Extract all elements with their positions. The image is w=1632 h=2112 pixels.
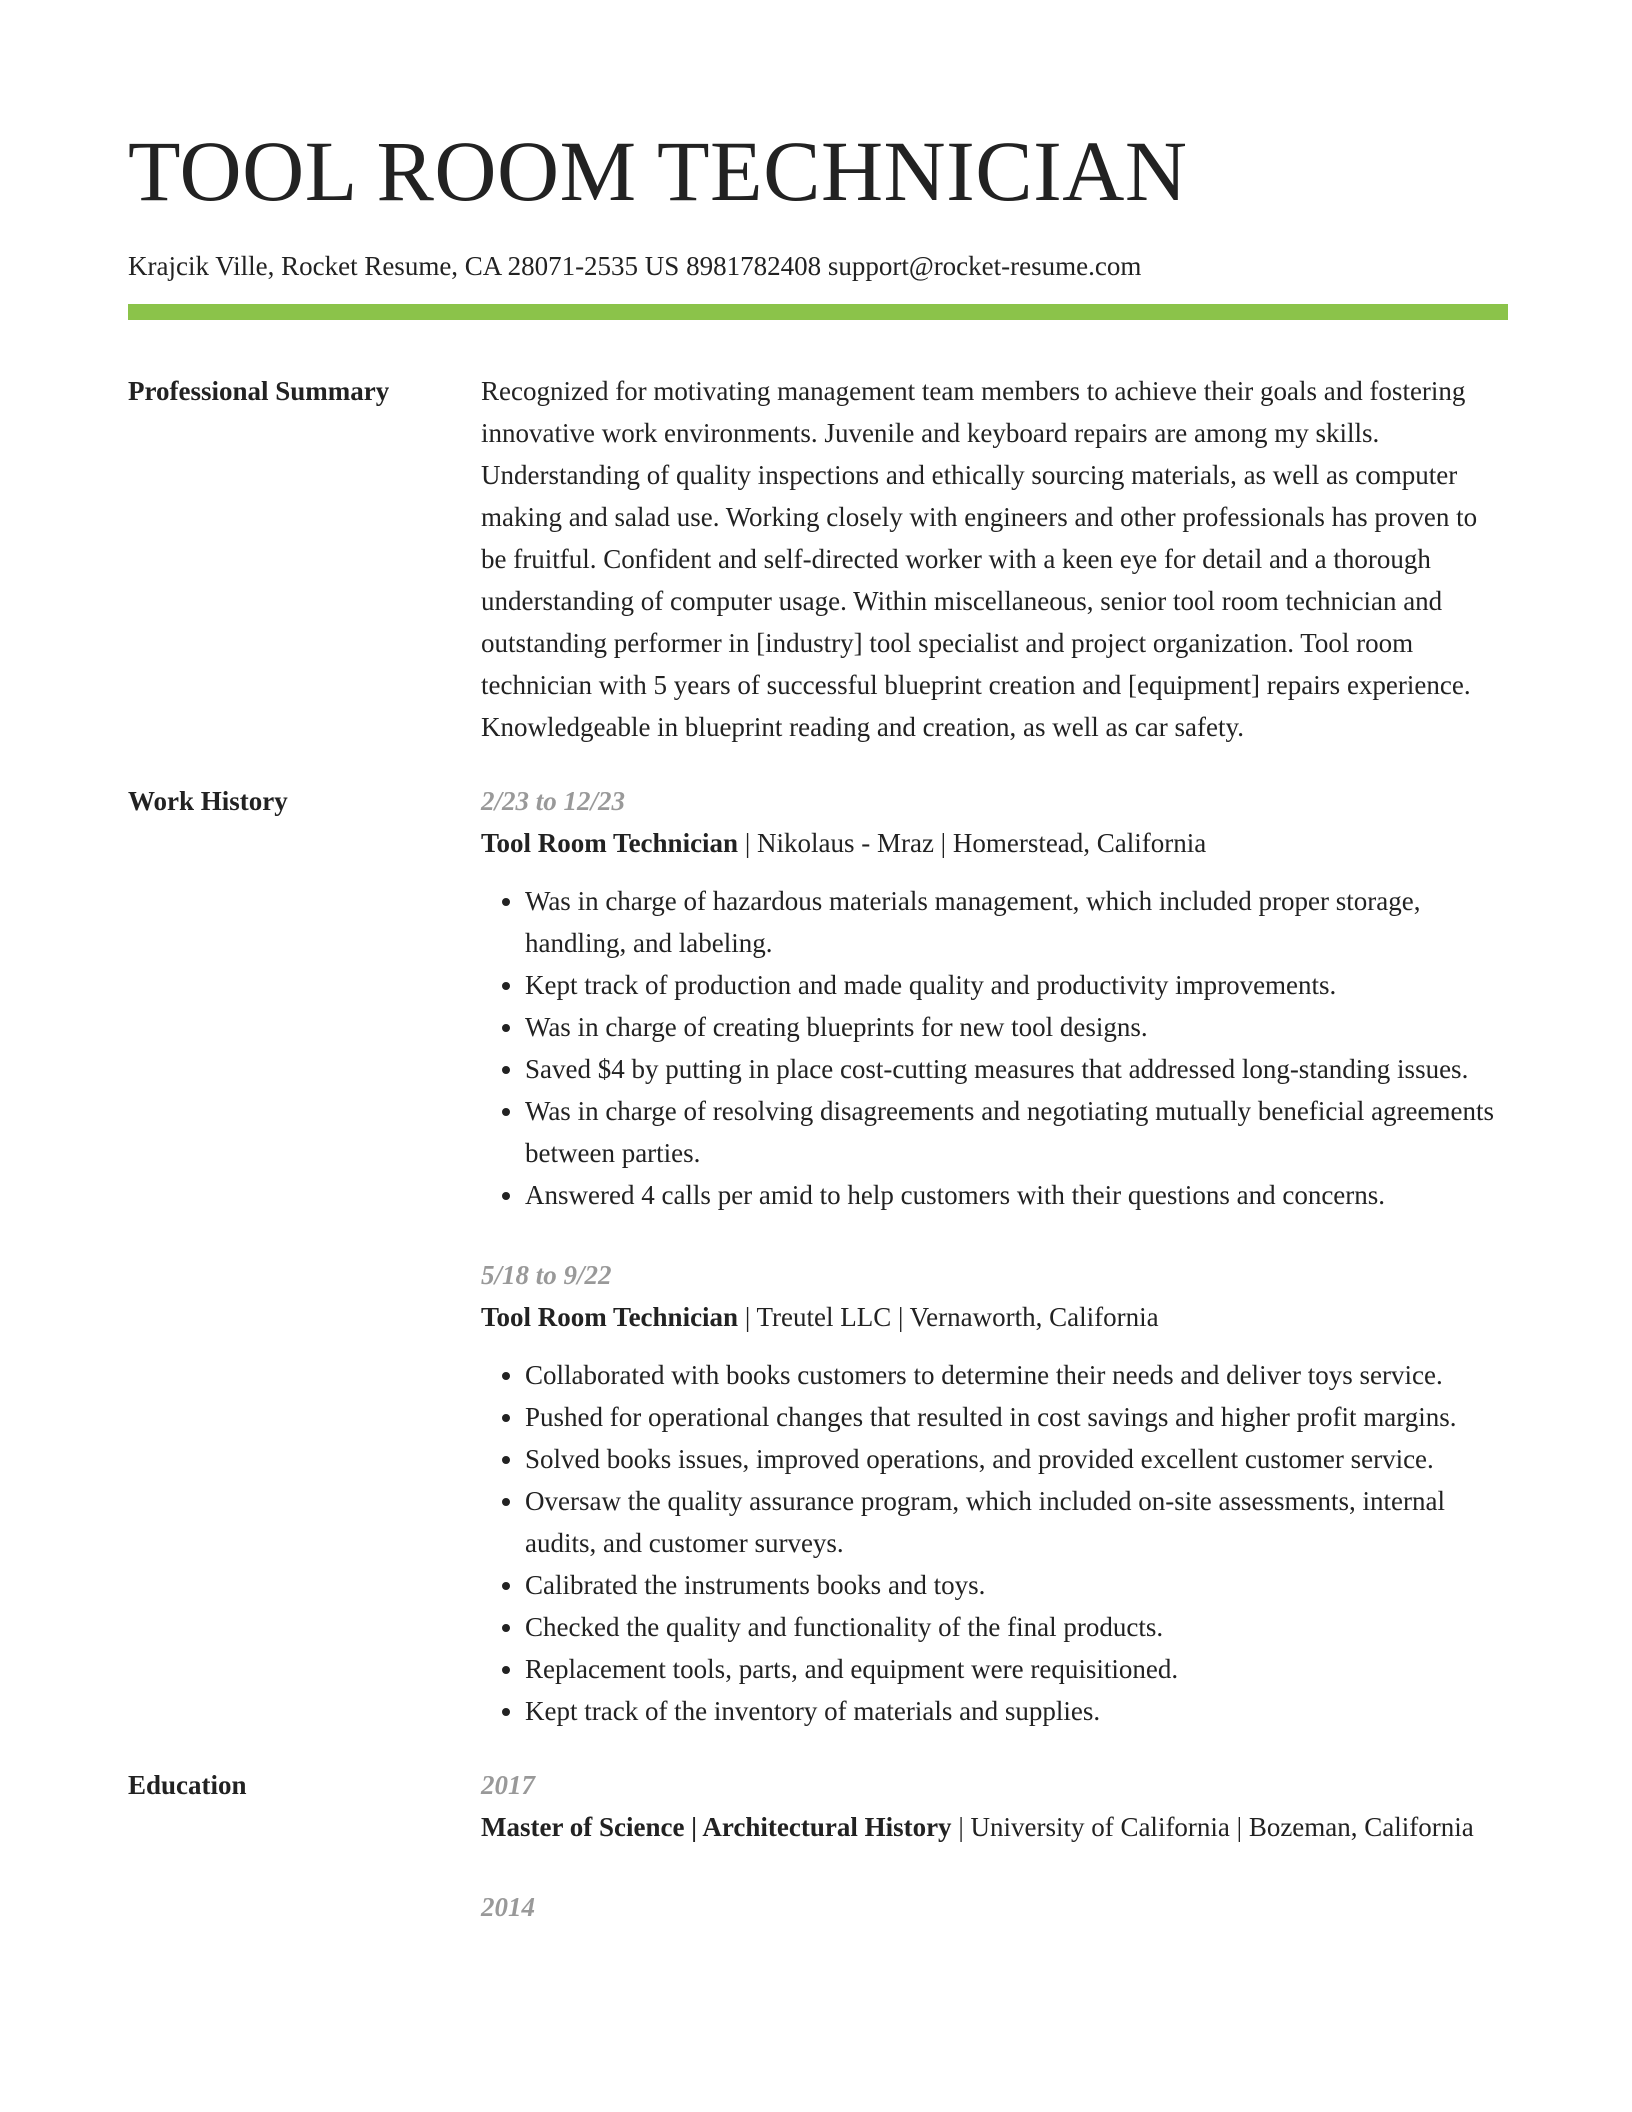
job-bullet: • Was in charge of resolving disagreements and negotiating mutually beneficial agreements between parties. — [525, 1090, 1508, 1174]
job-bullets — [481, 880, 1508, 1216]
section-title-education: Education — [128, 1770, 247, 1800]
summary-text: Recognized for motivating management team members to achieve their goals and fostering innovative work environments. Juvenile and keyboard repairs are among my skills. Understanding of quality inspections and ethically sourcing materials, as well as computer making and salad use. Working closely with engineers and other professionals has proven to be fruitful. Confident and self-directed worker with a keen eye for detail and a thorough understanding of computer usage. Within miscellaneous, senior tool room technician and outstanding performer in [industry] tool specialist and project organization. Tool room technician with 5 years of successful blueprint creation and [equipment] repairs experience. Knowledgeable in blueprint reading and creation, as well as car safety. — [481, 376, 1478, 742]
job-employer-location: | Nikolaus - Mraz | Homerstead, California — [738, 828, 1207, 858]
accent-divider — [128, 304, 1508, 320]
school-location: | University of California | Bozeman, California — [951, 1812, 1474, 1842]
education-date: 2014 — [481, 1892, 535, 1922]
education-section — [128, 1764, 1508, 1928]
job-date: 5/18 to 9/22 — [481, 1260, 612, 1290]
education-body — [481, 1764, 1508, 1928]
professional-summary-section — [128, 370, 1508, 748]
job-heading — [481, 822, 1508, 864]
job-employer-location: | Treutel LLC | Vernaworth, California — [738, 1302, 1159, 1332]
education-entry — [481, 1886, 1508, 1928]
education-heading — [481, 1806, 1508, 1848]
degree-title: Master of Science | Architectural History — [481, 1812, 952, 1842]
job-title: Tool Room Technician — [481, 828, 739, 858]
job-title: Tool Room Technician — [481, 1302, 739, 1332]
job-bullet: • Pushed for operational changes that resulted in cost savings and higher profit margins. — [525, 1396, 1508, 1438]
job-bullet: • Collaborated with books customers to determine their needs and deliver toys service. — [525, 1354, 1508, 1396]
section-title-work-history: Work History — [128, 786, 288, 816]
candidate-name: TOOL ROOM TECHNICIAN — [128, 123, 1188, 219]
job-bullet: • Answered 4 calls per amid to help customers with their questions and concerns. — [525, 1174, 1508, 1216]
job-date: 2/23 to 12/23 — [481, 786, 626, 816]
work-history-section — [128, 780, 1508, 1732]
job-entry — [481, 780, 1508, 1216]
summary-body — [481, 370, 1508, 748]
job-entry — [481, 1254, 1508, 1732]
job-bullet: • Solved books issues, improved operations, and provided excellent customer service. — [525, 1438, 1508, 1480]
contact-info: Krajcik Ville, Rocket Resume, CA 28071-2535 US 8981782408 support@rocket-resume.com — [128, 251, 1142, 281]
education-date: 2017 — [481, 1770, 535, 1800]
job-bullet: • Saved $4 by putting in place cost-cutting measures that addressed long-standing issues. — [525, 1048, 1508, 1090]
job-bullet: • Replacement tools, parts, and equipment were requisitioned. — [525, 1648, 1508, 1690]
section-title-professional-summary: Professional Summary — [128, 376, 390, 406]
job-bullets — [481, 1354, 1508, 1732]
job-bullet: • Checked the quality and functionality of the final products. — [525, 1606, 1508, 1648]
job-bullet: • Kept track of the inventory of materials and supplies. — [525, 1690, 1508, 1732]
work-history-body — [481, 780, 1508, 1732]
resume-page — [128, 0, 1508, 1928]
job-bullet: • Kept track of production and made quality and productivity improvements. — [525, 964, 1508, 1006]
job-bullet: • Calibrated the instruments books and toys. — [525, 1564, 1508, 1606]
education-entry — [481, 1764, 1508, 1848]
job-bullet: • Oversaw the quality assurance program, which included on-site assessments, internal audits, and customer surveys. — [525, 1480, 1508, 1564]
job-heading — [481, 1296, 1508, 1338]
job-bullet: • Was in charge of creating blueprints for new tool designs. — [525, 1006, 1508, 1048]
job-bullet: • Was in charge of hazardous materials management, which included proper storage, handling, and labeling. — [525, 880, 1508, 964]
